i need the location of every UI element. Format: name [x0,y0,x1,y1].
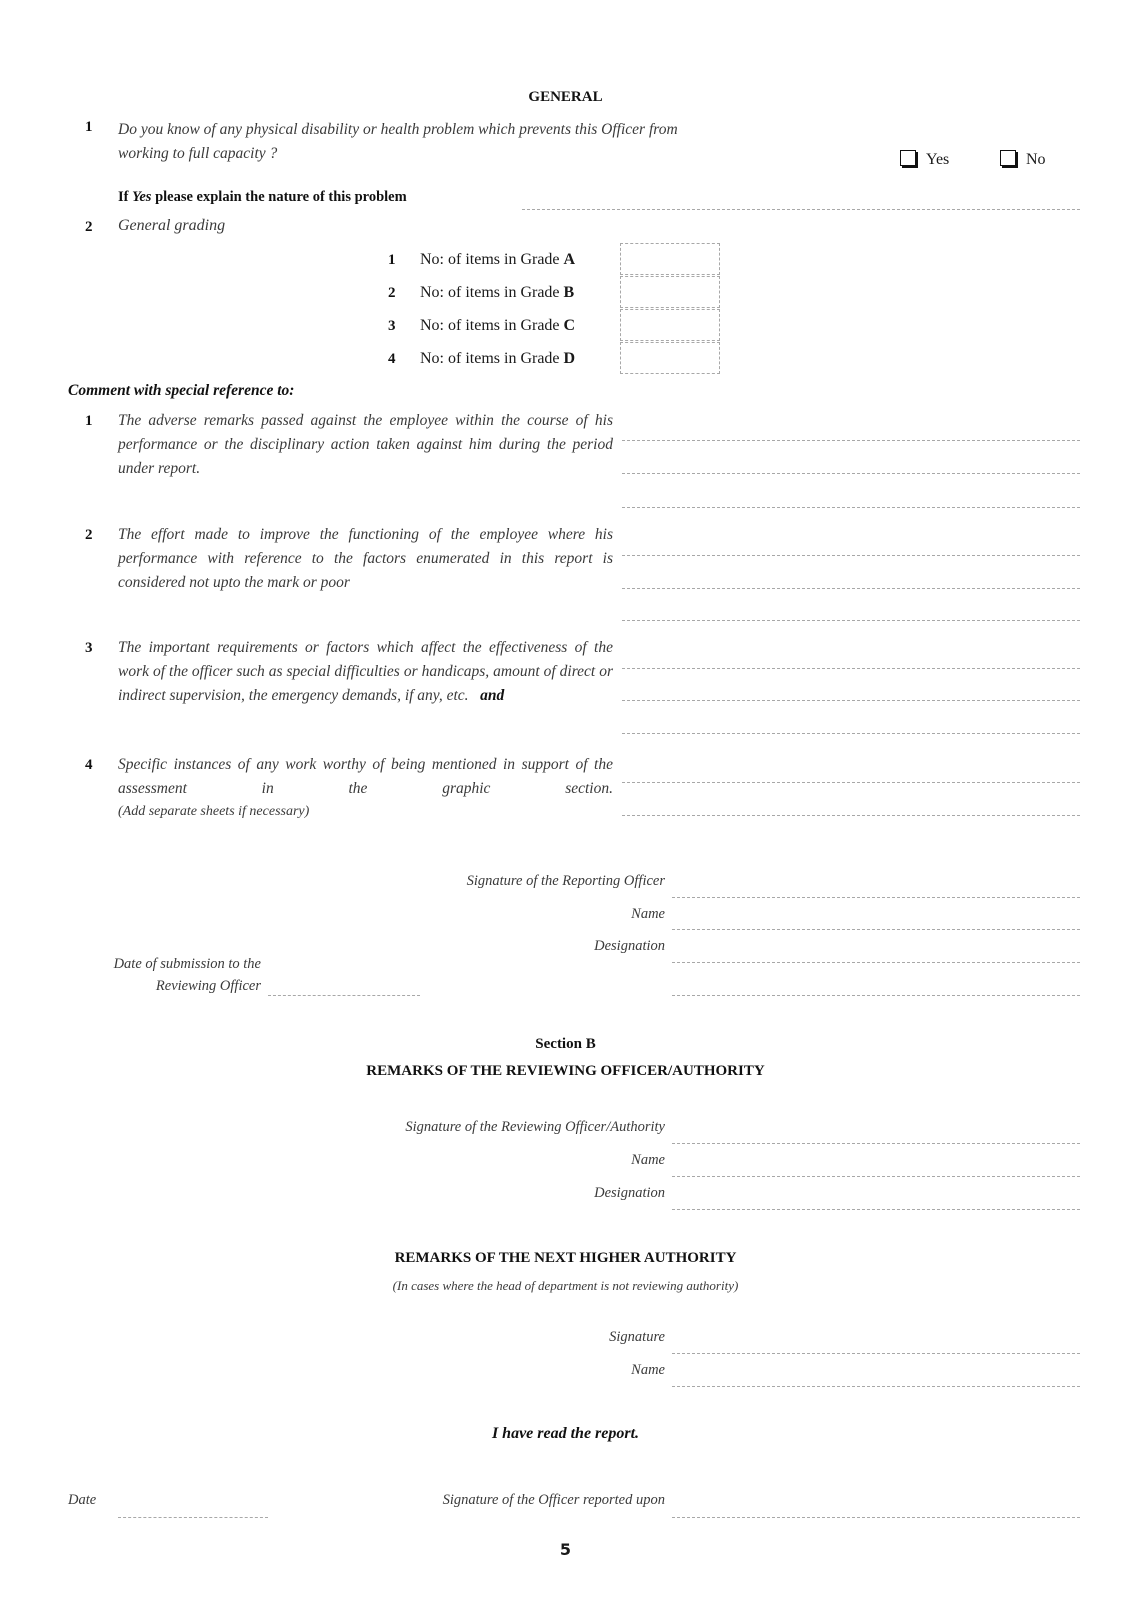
q1-line1: Do you know of any physical disability or health problem which prevents this Officer from [118,121,678,138]
explain-prefix: If [118,189,133,205]
comment-2-line-2[interactable] [622,588,1080,589]
grade-b-input[interactable] [620,276,720,308]
section-b-title: Section B [535,1036,596,1052]
explain-yes: Yes [132,189,152,205]
acknowledgement-statement: I have read the report. [491,1425,640,1442]
comment-3-line-3[interactable] [622,733,1080,734]
comment-1-line-3[interactable] [622,507,1080,508]
no-option[interactable] [1000,150,1046,169]
grade-letter: C [563,317,576,334]
yes-label: Yes [926,151,950,168]
checkbox-icon[interactable] [1000,150,1016,166]
submission-date-label [114,953,261,997]
reporting-signature-field[interactable] [672,897,1080,898]
q1-number: 1 [85,119,93,135]
reviewing-signature-field[interactable] [672,1143,1080,1144]
q2-label: General grading [118,217,226,234]
reporting-name-label: Name [631,906,665,922]
explain-field[interactable] [522,209,1080,210]
reviewing-designation-label: Designation [594,1185,665,1201]
q1-line2: working to full capacity ? [118,145,278,162]
ack-date-label: Date [68,1492,97,1508]
reporting-signature-label: Signature of the Reporting Officer [466,873,665,889]
no-label: No [1026,151,1046,168]
grade-row-c [388,317,575,335]
grade-label: No: of items in Grade [420,350,564,367]
grade-a-input[interactable] [620,243,720,275]
grade-letter: A [563,251,576,268]
comment-2-line-1[interactable] [622,555,1080,556]
general-heading: GENERAL [528,89,603,105]
submission-date-line1: Date of submission to the [113,956,261,972]
grade-row-a [388,251,575,269]
grade-number: 4 [388,351,396,367]
comment-3-and: and [480,687,505,704]
explain-suffix: please explain the nature of this problem [151,189,407,205]
higher-name-field[interactable] [672,1386,1080,1387]
comment-1-text: The adverse remarks passed against the employee within the course of his performance or the disciplinary action taken against him during the period under report. [118,412,613,477]
explain-label [118,189,407,206]
comment-2-number: 2 [85,527,93,543]
comment-4-number: 4 [85,757,93,773]
grade-number: 3 [388,318,396,334]
reporting-designation-field[interactable] [672,962,1080,963]
q2-number: 2 [85,219,93,235]
comment-4-body: Specific instances of any work worthy of being mentioned in support of the assessment in the graphic section. [118,756,613,797]
comment-1-number: 1 [85,413,93,429]
comment-3-line-1[interactable] [622,668,1080,669]
higher-signature-field[interactable] [672,1353,1080,1354]
reviewing-name-label: Name [631,1152,665,1168]
submission-date-field[interactable] [268,995,420,996]
comment-3-number: 3 [85,640,93,656]
grade-label: No: of items in Grade [420,317,564,334]
comments-heading: Comment with special reference to: [68,382,295,399]
reporting-designation-label: Designation [594,938,665,954]
ack-date-field[interactable] [118,1517,268,1518]
comment-2-text: The effort made to improve the functioning of the employee where his performance with reference to the factors enumerated in this report is considered not upto the mark or poor [118,526,613,591]
higher-signature-label: Signature [609,1329,665,1345]
section-b-heading: REMARKS OF THE REVIEWING OFFICER/AUTHORITY [366,1063,765,1079]
grade-number: 2 [388,285,396,301]
higher-authority-note: (In cases where the head of department is not reviewing authority) [392,1278,739,1293]
grade-row-d [388,350,575,368]
checkbox-icon[interactable] [900,150,916,166]
submission-date-line2: Reviewing Officer [155,978,261,994]
yes-option[interactable] [900,150,949,169]
grade-row-b [388,284,574,302]
comment-3-text [118,636,613,708]
ack-signature-field[interactable] [672,1517,1080,1518]
reviewing-name-field[interactable] [672,1176,1080,1177]
q1-question [118,118,838,166]
comment-1-line-2[interactable] [622,473,1080,474]
ack-signature-label: Signature of the Officer reported upon [442,1492,665,1508]
comment-4-line-2[interactable] [622,815,1080,816]
higher-name-label: Name [631,1362,665,1378]
page-number: 5 [559,1540,572,1559]
grade-number: 1 [388,252,396,268]
comment-3-line-2[interactable] [622,700,1080,701]
grade-label: No: of items in Grade [420,284,564,301]
grade-letter: D [563,350,576,367]
grade-c-input[interactable] [620,309,720,341]
grade-d-input[interactable] [620,342,720,374]
grade-label: No: of items in Grade [420,251,564,268]
comment-4-text [118,753,613,823]
reviewing-designation-field[interactable] [672,1209,1080,1210]
reporting-name-field[interactable] [672,929,1080,930]
grade-letter: B [563,284,575,301]
comment-3-body: The important requirements or factors which affect the effectiveness of the work of the officer such as special difficulties or handicaps, amount of direct or indirect supervision, the emergency demands, if any, etc. [118,639,613,704]
comment-4-note: (Add separate sheets if necessary) [118,804,310,819]
comment-2-line-3[interactable] [622,620,1080,621]
higher-authority-heading: REMARKS OF THE NEXT HIGHER AUTHORITY [394,1250,737,1266]
comment-1-line-1[interactable] [622,440,1080,441]
reviewing-signature-label: Signature of the Reviewing Officer/Authority [405,1119,665,1135]
comment-4-line-1[interactable] [622,782,1080,783]
reporting-extra-field[interactable] [672,995,1080,996]
